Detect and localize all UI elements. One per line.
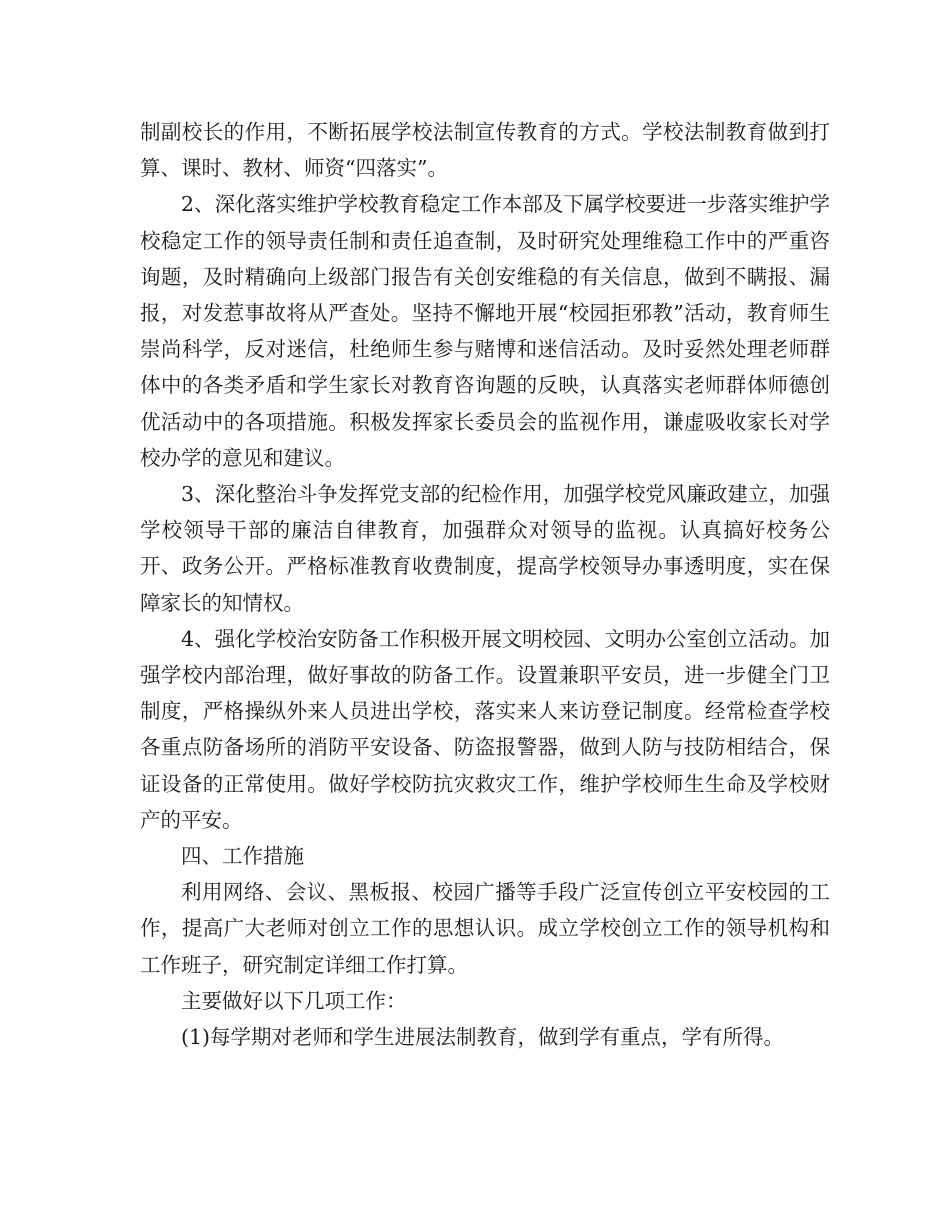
paragraph-item-4: 4、强化学校治安防备工作积极开展文明校园、文明办公室创立活动。加强学校内部治理，做好事故的防备工作。设置兼职平安员，进一步健全门卫制度，严格操纵外来人员进出学校，落实来人来访登记制度。经常检查学校各重点防备场所的消防平安设备、防盗报警器，做到人防与技防相结合，保证设备的正常使用。做好学校防抗灾救灾工作，维护学校师生生命及学校财产的平安。	[140, 626, 830, 832]
paragraph-measures-intro: 利用网络、会议、黑板报、校园广播等手段广泛宣传创立平安校园的工作，提高广大老师对创立工作的思想认识。成立学校创立工作的领导机构和工作班子，研究制定详细工作打算。	[140, 880, 830, 977]
paragraph-task-1: (1)每学期对老师和学生进展法制教育，做到学有重点，学有所得。	[181, 1025, 785, 1050]
paragraph-main-tasks: 主要做好以下几项工作：	[181, 988, 407, 1013]
section-heading-work-measures: 四、工作措施	[181, 844, 304, 869]
paragraph-continuation: 制副校长的作用，不断拓展学校法制宣传教育的方式。学校法制教育做到打算、课时、教材、师资“四落实”。	[140, 120, 830, 181]
paragraph-item-3: 3、深化整治斗争发挥党支部的纪检作用，加强学校党风廉政建立，加强学校领导干部的廉洁自律教育，加强群众对领导的监视。认真搞好校务公开、政务公开。严格标准教育收费制度，提高学校领导办事透明度，实在保障家长的知情权。	[140, 482, 830, 615]
paragraph-item-2: 2、深化落实维护学校教育稳定工作本部及下属学校要进一步落实维护学校稳定工作的领导责任制和责任追查制，及时研究处理维稳工作中的严重咨询题，及时精确向上级部门报告有关创安维稳的有关信息，做到不瞒报、漏报，对发惹事故将从严查处。坚持不懈地开展“校园拒邪教”活动，教育师生崇尚科学，反对迷信，杜绝师生参与赌博和迷信活动。及时妥然处理老师群体中的各类矛盾和学生家长对教育咨询题的反映，认真落实老师群体师德创优活动中的各项措施。积极发挥家长委员会的监视作用，谦虚吸收家长对学校办学的意见和建议。	[140, 192, 830, 470]
document-page	[140, 114, 830, 1055]
